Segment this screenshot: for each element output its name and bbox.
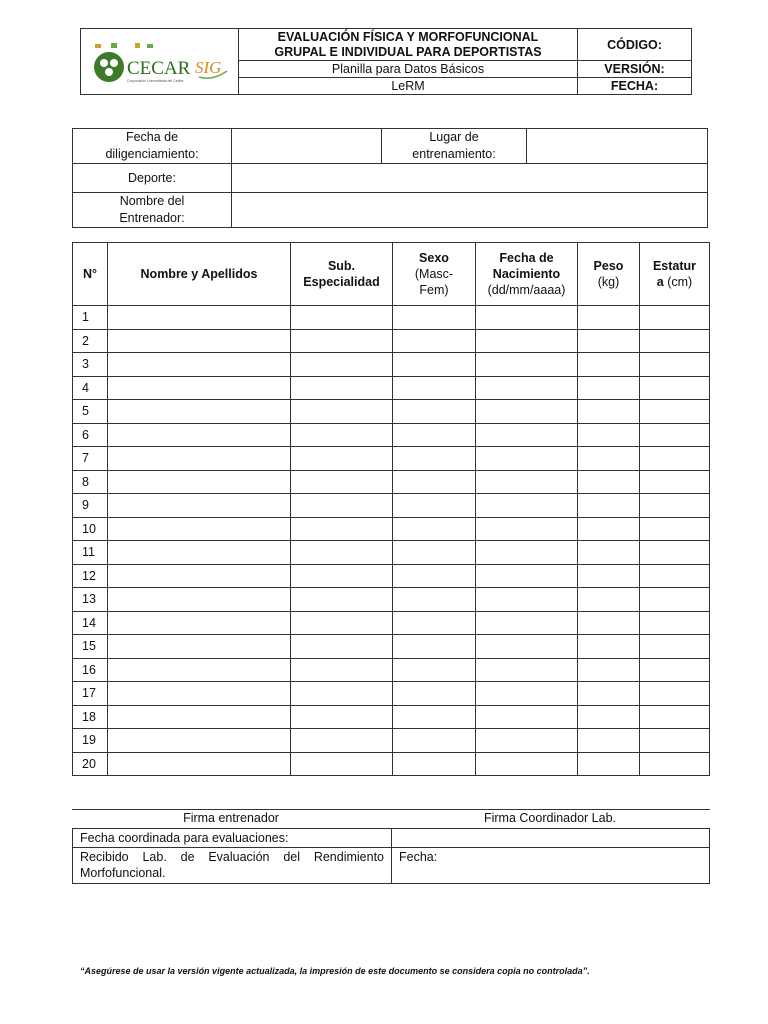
cell-sexo[interactable]	[393, 541, 476, 565]
row-number: 5	[73, 400, 108, 424]
recibido-fecha-label: Fecha:	[399, 850, 438, 864]
table-row	[73, 658, 710, 682]
cell-estatura[interactable]	[640, 470, 710, 494]
header-line: (dd/mm/aaaa)	[487, 283, 566, 297]
cell-peso[interactable]	[578, 611, 640, 635]
cell-nombre[interactable]	[108, 752, 291, 776]
cell-peso[interactable]	[578, 588, 640, 612]
cell-fecha-nacimiento[interactable]	[476, 517, 578, 541]
form-subtitle: Planilla para Datos Básicos	[239, 61, 578, 78]
version-label: VERSIÓN:	[578, 61, 692, 78]
cell-peso[interactable]	[578, 752, 640, 776]
cell-peso[interactable]	[578, 400, 640, 424]
cecar-logo	[91, 41, 231, 85]
cell-fecha-nacimiento[interactable]	[476, 635, 578, 659]
cell-peso[interactable]	[578, 423, 640, 447]
reception-table	[72, 828, 710, 884]
cell-subespecialidad[interactable]	[291, 517, 393, 541]
table-row	[73, 517, 710, 541]
cell-estatura[interactable]	[640, 705, 710, 729]
cell-peso[interactable]	[578, 635, 640, 659]
cell-peso[interactable]	[578, 541, 640, 565]
table-row	[73, 752, 710, 776]
cell-sexo[interactable]	[393, 682, 476, 706]
cell-estatura[interactable]	[640, 611, 710, 635]
cell-sexo[interactable]	[393, 729, 476, 753]
cell-sexo[interactable]	[393, 635, 476, 659]
cell-subespecialidad[interactable]	[291, 353, 393, 377]
cell-peso[interactable]	[578, 564, 640, 588]
firma-entrenador-label: Firma entrenador	[183, 811, 279, 825]
table-row	[73, 470, 710, 494]
recibido-label	[73, 848, 392, 884]
col-header-nombre: Nombre y Apellidos	[108, 243, 291, 306]
cell-sexo[interactable]	[393, 353, 476, 377]
cell-sexo[interactable]	[393, 400, 476, 424]
table-row	[73, 705, 710, 729]
cell-subespecialidad[interactable]	[291, 329, 393, 353]
cell-sexo[interactable]	[393, 376, 476, 400]
row-number: 1	[73, 306, 108, 330]
cell-estatura[interactable]	[640, 494, 710, 518]
row-number: 2	[73, 329, 108, 353]
cell-peso[interactable]	[578, 658, 640, 682]
cell-peso[interactable]	[578, 494, 640, 518]
header-line: (Masc-	[414, 267, 454, 281]
cell-peso[interactable]	[578, 353, 640, 377]
header-line: Peso	[593, 259, 624, 273]
label-line: Fecha de	[125, 130, 179, 144]
cell-subespecialidad[interactable]	[291, 447, 393, 471]
label-line: diligenciamiento:	[105, 147, 199, 161]
cell-peso[interactable]	[578, 447, 640, 471]
entrenador-label	[73, 193, 232, 228]
cell-estatura[interactable]	[640, 447, 710, 471]
form-title-line2: GRUPAL E INDIVIDUAL PARA DEPORTISTAS	[274, 44, 542, 59]
row-number: 7	[73, 447, 108, 471]
cell-sexo[interactable]	[393, 588, 476, 612]
cell-sexo[interactable]	[393, 306, 476, 330]
logo-caption: Corporación Universitaria del Caribe	[127, 79, 184, 83]
cell-nombre[interactable]	[108, 564, 291, 588]
col-header-estatura	[640, 243, 710, 306]
sig-logo-text: SIG	[195, 58, 222, 77]
header-line: Sexo	[419, 251, 449, 265]
cell-fecha-nacimiento[interactable]	[476, 353, 578, 377]
cell-subespecialidad[interactable]	[291, 470, 393, 494]
table-row	[73, 682, 710, 706]
cell-sexo[interactable]	[393, 470, 476, 494]
cell-subespecialidad[interactable]	[291, 423, 393, 447]
lugar-entrenamiento-field[interactable]	[527, 129, 708, 164]
row-number: 14	[73, 611, 108, 635]
cell-fecha-nacimiento[interactable]	[476, 376, 578, 400]
table-row	[73, 329, 710, 353]
cell-sexo[interactable]	[393, 517, 476, 541]
cell-fecha-nacimiento[interactable]	[476, 306, 578, 330]
cell-nombre[interactable]	[108, 658, 291, 682]
cell-nombre[interactable]	[108, 611, 291, 635]
cell-fecha-nacimiento[interactable]	[476, 588, 578, 612]
cell-estatura[interactable]	[640, 541, 710, 565]
table-row	[73, 353, 710, 377]
cell-nombre[interactable]	[108, 470, 291, 494]
firma-coordinador-label: Firma Coordinador Lab.	[483, 811, 616, 825]
cell-sexo[interactable]	[393, 447, 476, 471]
row-number: 17	[73, 682, 108, 706]
label-line: Lugar de	[429, 130, 479, 144]
footer-note: “Asegúrese de usar la versión vigente actualizada, la impresión de este documento se considera copia no controlada”.	[80, 966, 590, 976]
cell-estatura[interactable]	[640, 588, 710, 612]
cell-peso[interactable]	[578, 306, 640, 330]
cell-estatura[interactable]	[640, 423, 710, 447]
cell-fecha-nacimiento[interactable]	[476, 541, 578, 565]
table-row	[73, 447, 710, 471]
cell-peso[interactable]	[578, 705, 640, 729]
cell-nombre[interactable]	[108, 705, 291, 729]
table-row	[73, 541, 710, 565]
document-header	[80, 28, 692, 95]
label-line: entrenamiento:	[412, 147, 496, 161]
table-row	[73, 306, 710, 330]
col-header-peso	[578, 243, 640, 306]
cell-subespecialidad[interactable]	[291, 376, 393, 400]
table-row	[73, 564, 710, 588]
table-body	[73, 306, 710, 776]
logo-cell	[81, 29, 239, 95]
row-number: 8	[73, 470, 108, 494]
fecha-diligenciamiento-label	[73, 129, 232, 164]
row-number: 6	[73, 423, 108, 447]
header-line: Sub.	[327, 259, 356, 273]
fecha-label: FECHA:	[578, 78, 692, 95]
cell-subespecialidad[interactable]	[291, 541, 393, 565]
cell-nombre[interactable]	[108, 447, 291, 471]
cell-peso[interactable]	[578, 376, 640, 400]
cell-subespecialidad[interactable]	[291, 658, 393, 682]
recibido-fecha-field[interactable]	[392, 848, 710, 884]
cell-subespecialidad[interactable]	[291, 635, 393, 659]
table-row	[73, 494, 710, 518]
cell-fecha-nacimiento[interactable]	[476, 611, 578, 635]
cell-estatura[interactable]	[640, 517, 710, 541]
cell-fecha-nacimiento[interactable]	[476, 752, 578, 776]
entrenador-field[interactable]	[232, 193, 708, 228]
cell-subespecialidad[interactable]	[291, 494, 393, 518]
table-row	[73, 423, 710, 447]
cell-subespecialidad[interactable]	[291, 611, 393, 635]
cell-peso[interactable]	[578, 329, 640, 353]
cell-fecha-nacimiento[interactable]	[476, 705, 578, 729]
cell-subespecialidad[interactable]	[291, 729, 393, 753]
cell-subespecialidad[interactable]	[291, 306, 393, 330]
cell-fecha-nacimiento[interactable]	[476, 658, 578, 682]
cell-peso[interactable]	[578, 470, 640, 494]
row-number: 15	[73, 635, 108, 659]
cell-estatura[interactable]	[640, 329, 710, 353]
header-line: Especialidad	[303, 275, 380, 289]
header-fragment: (cm)	[663, 275, 693, 289]
cell-estatura[interactable]	[640, 682, 710, 706]
table-row	[73, 729, 710, 753]
cell-peso[interactable]	[578, 682, 640, 706]
table-row	[73, 400, 710, 424]
deporte-field[interactable]	[232, 164, 708, 193]
cell-fecha-nacimiento[interactable]	[476, 494, 578, 518]
cell-estatura[interactable]	[640, 306, 710, 330]
cell-nombre[interactable]	[108, 494, 291, 518]
cell-fecha-nacimiento[interactable]	[476, 400, 578, 424]
row-number: 9	[73, 494, 108, 518]
cell-estatura[interactable]	[640, 752, 710, 776]
cell-nombre[interactable]	[108, 635, 291, 659]
cell-estatura[interactable]	[640, 564, 710, 588]
cell-sexo[interactable]	[393, 658, 476, 682]
row-number: 16	[73, 658, 108, 682]
cell-estatura[interactable]	[640, 658, 710, 682]
general-info-table	[72, 128, 708, 228]
row-number: 19	[73, 729, 108, 753]
cell-sexo[interactable]	[393, 564, 476, 588]
codigo-label: CÓDIGO:	[578, 29, 692, 61]
cell-estatura[interactable]	[640, 353, 710, 377]
cell-fecha-nacimiento[interactable]	[476, 447, 578, 471]
form-title-cell	[239, 29, 578, 61]
row-number: 10	[73, 517, 108, 541]
cell-estatura[interactable]	[640, 376, 710, 400]
fecha-coordinada-label: Fecha coordinada para evaluaciones:	[73, 829, 392, 848]
col-header-subespecialidad	[291, 243, 393, 306]
row-number: 11	[73, 541, 108, 565]
fecha-diligenciamiento-field[interactable]	[232, 129, 382, 164]
athletes-table	[72, 242, 710, 776]
header-line: Estatur	[652, 259, 697, 273]
cell-sexo[interactable]	[393, 611, 476, 635]
row-number: 4	[73, 376, 108, 400]
cell-peso[interactable]	[578, 517, 640, 541]
cell-fecha-nacimiento[interactable]	[476, 729, 578, 753]
cell-sexo[interactable]	[393, 752, 476, 776]
cell-nombre[interactable]	[108, 517, 291, 541]
cell-subespecialidad[interactable]	[291, 752, 393, 776]
header-line: Fem)	[419, 283, 449, 297]
label-line: Recibido Lab. de Evaluación del Rendimiento	[80, 850, 384, 864]
cell-estatura[interactable]	[640, 400, 710, 424]
row-number: 20	[73, 752, 108, 776]
cell-subespecialidad[interactable]	[291, 400, 393, 424]
table-row	[73, 376, 710, 400]
cell-subespecialidad[interactable]	[291, 682, 393, 706]
cell-fecha-nacimiento[interactable]	[476, 329, 578, 353]
cell-sexo[interactable]	[393, 329, 476, 353]
cell-fecha-nacimiento[interactable]	[476, 682, 578, 706]
cell-fecha-nacimiento[interactable]	[476, 564, 578, 588]
cell-nombre[interactable]	[108, 376, 291, 400]
col-header-sexo	[393, 243, 476, 306]
cell-sexo[interactable]	[393, 423, 476, 447]
cell-estatura[interactable]	[640, 729, 710, 753]
row-number: 13	[73, 588, 108, 612]
cell-sexo[interactable]	[393, 494, 476, 518]
cell-fecha-nacimiento[interactable]	[476, 470, 578, 494]
table-row	[73, 635, 710, 659]
cell-nombre[interactable]	[108, 329, 291, 353]
lugar-entrenamiento-label	[382, 129, 527, 164]
cell-sexo[interactable]	[393, 705, 476, 729]
header-line	[640, 274, 709, 290]
signature-line	[72, 809, 710, 810]
table-header-row	[73, 243, 710, 306]
cell-nombre[interactable]	[108, 306, 291, 330]
cell-nombre[interactable]	[108, 588, 291, 612]
cell-estatura[interactable]	[640, 635, 710, 659]
deporte-label: Deporte:	[73, 164, 232, 193]
label-line: Morfofuncional.	[80, 866, 166, 880]
row-number: 18	[73, 705, 108, 729]
col-header-number: N°	[73, 243, 108, 306]
col-header-fecha-nacimiento	[476, 243, 578, 306]
cell-nombre[interactable]	[108, 729, 291, 753]
row-number: 12	[73, 564, 108, 588]
cell-subespecialidad[interactable]	[291, 564, 393, 588]
cell-peso[interactable]	[578, 729, 640, 753]
table-row	[73, 611, 710, 635]
header-line: Fecha de	[499, 251, 554, 265]
label-line: Entrenador:	[119, 211, 185, 225]
label-line: Nombre del	[119, 194, 185, 208]
header-line: (kg)	[597, 275, 620, 289]
header-line: Nacimiento	[492, 267, 561, 281]
cell-fecha-nacimiento[interactable]	[476, 423, 578, 447]
cell-nombre[interactable]	[108, 400, 291, 424]
lab-unit: LeRM	[239, 78, 578, 95]
header-fragment: a	[656, 275, 664, 289]
cell-nombre[interactable]	[108, 353, 291, 377]
fecha-coordinada-field[interactable]	[392, 829, 710, 848]
cell-subespecialidad[interactable]	[291, 588, 393, 612]
form-title-line1: EVALUACIÓN FÍSICA Y MORFOFUNCIONAL	[277, 29, 539, 44]
cell-nombre[interactable]	[108, 423, 291, 447]
cell-nombre[interactable]	[108, 541, 291, 565]
cell-subespecialidad[interactable]	[291, 705, 393, 729]
table-row	[73, 588, 710, 612]
cell-nombre[interactable]	[108, 682, 291, 706]
logo-text: CECAR	[127, 58, 191, 79]
row-number: 3	[73, 353, 108, 377]
